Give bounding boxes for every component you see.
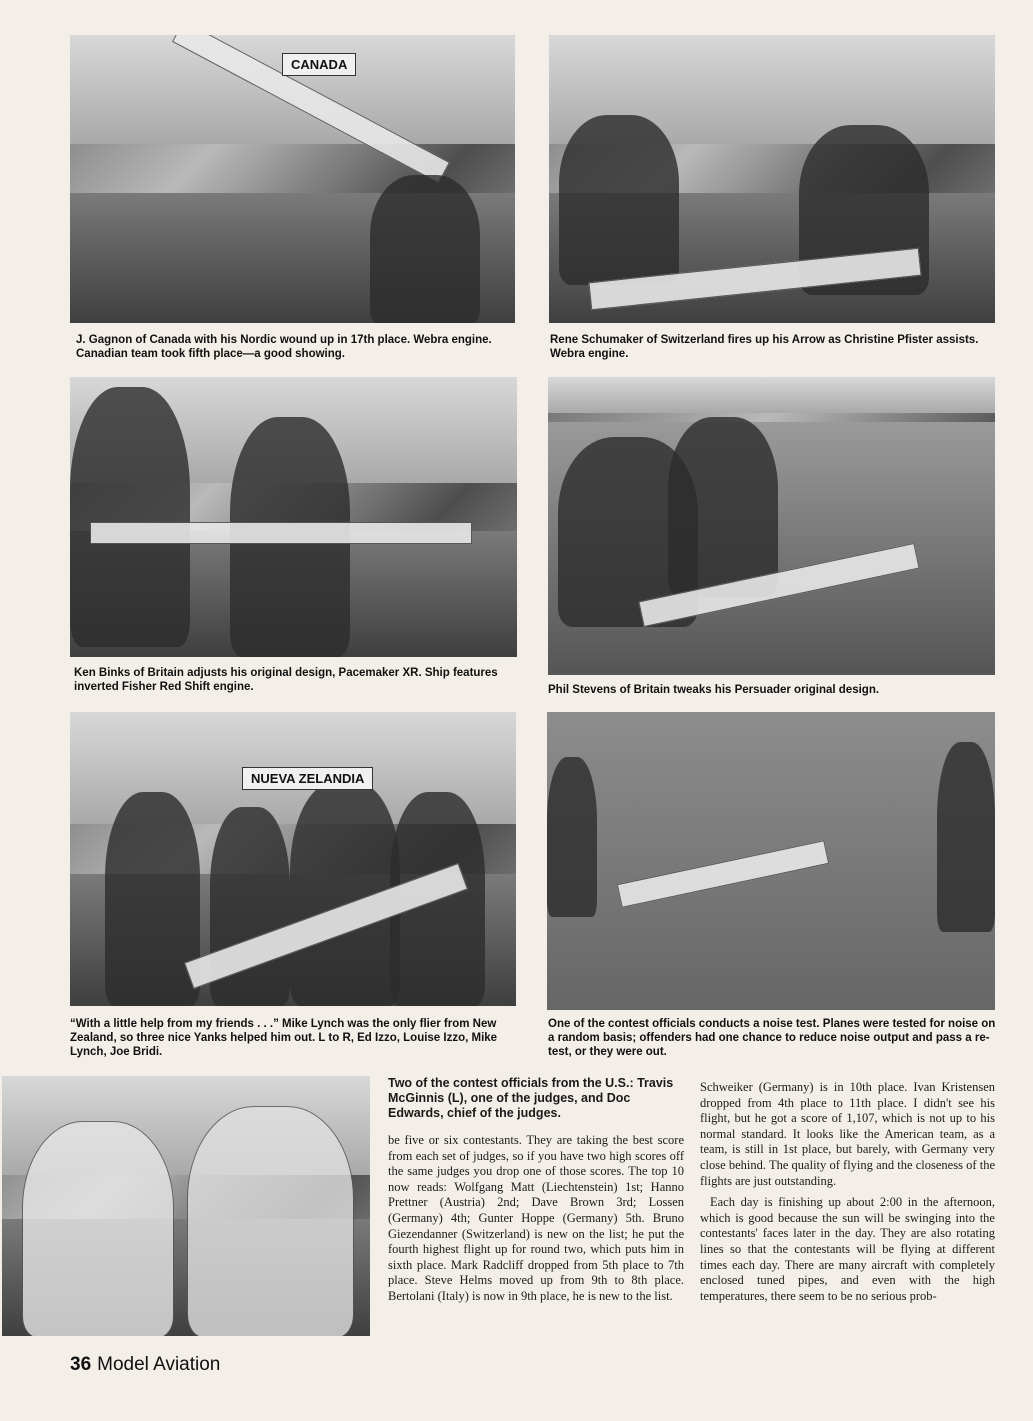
photo-contest-officials [2, 1076, 370, 1336]
person-ed-izzo [105, 792, 200, 1006]
assistant-figure [668, 417, 778, 597]
body-column-1 [388, 1133, 684, 1305]
caption-photo-1: J. Gagnon of Canada with his Nordic wound up in 17th place. Webra engine. Canadian team took fifth place—a good showing. [76, 334, 492, 360]
photo-binks-britain [70, 377, 517, 657]
photo-background [548, 377, 995, 413]
photo-gagnon-canada [70, 35, 515, 323]
photo-schumaker-switzerland [549, 35, 995, 323]
caption-photo-5: “With a little help from my friends . . .” Mike Lynch was the only flier from New Zealand, so three nice Yanks helped him out. L to R, Ed Izzo, Louise Izzo, Mike Lynch, Joe Bridi. [70, 1018, 498, 1058]
caption-photo-7: Two of the contest officials from the U.S.: Travis McGinnis (L), one of the judges, and Doc Edwards, chief of the judges. [388, 1076, 674, 1120]
paragraph: be five or six contestants. They are taking the best score from each set of judges, so if you have two high scores off the same judges you drop one of those scores. The top 10 now reads: Wolfgang Matt (Liechtenstein) 1st; Hanno Prettner (Austria) 2nd; Dave Brown 3rd; Lossen (Germany) 4th; Gunter Hoppe (Germany) 5th. Bruno Giezendanner (Switzerland) is new on the list; he put the fourth highest flight up for round two, which puts him in sixth place. Mark Radcliff dropped from 5th place to 7th place. Steve Helms moved up from 9th to 8th place. Bertolani (Italy) is now in 9th place, he is new to the list. [388, 1133, 684, 1303]
caption-photo-2: Rene Schumaker of Switzerland fires up his Arrow as Christine Pfister assists. Webra engine. [550, 334, 979, 360]
caption-photo-4: Phil Stevens of Britain tweaks his Persuader original design. [548, 684, 880, 696]
pilot-figure [559, 115, 679, 285]
page-folio [70, 1354, 220, 1376]
person-travis-mcginnis [22, 1121, 174, 1336]
canada-sign: CANADA [282, 53, 356, 76]
pilot-figure [70, 387, 190, 647]
caption-photo-3: Ken Binks of Britain adjusts his original design, Pacemaker XR. Ship features inverted Fisher Red Shift engine. [74, 667, 498, 693]
photo-noise-test [547, 712, 995, 1010]
pilot-figure [937, 742, 995, 932]
model-plane [90, 522, 472, 544]
pilot-figure [370, 175, 480, 323]
page-number: 36 [70, 1354, 92, 1375]
photo-new-zealand-team [70, 712, 516, 1006]
magazine-name: Model Aviation [97, 1354, 221, 1375]
paragraph: Each day is finishing up about 2:00 in the afternoon, which is good because the sun will be swinging into the contestants' faces later in the day. They are also rotating lines so that the contestants will be flying at different times each day. There are many aircraft with completely enclosed tuned pipes, and even with the high temperatures, there seem to be no serious prob- [700, 1195, 995, 1303]
photo-stevens-britain [548, 377, 995, 675]
paragraph: Schweiker (Germany) is in 10th place. Ivan Kristensen dropped from 4th place to 11th place. I didn't see his flight, but he got a score of 1,107, which is not up to his normal standard. It looks like the American team, as a team, is still in 1st place, but barely, with Germany very close behind. The quality of flying and the closeness of the flights are just outstanding. [700, 1080, 995, 1188]
caption-photo-6: One of the contest officials conducts a noise test. Planes were tested for noise on a random basis; offenders had one chance to reduce noise output and pass a re-test, or they were out. [548, 1018, 996, 1058]
nueva-zelandia-sign: NUEVA ZELANDIA [242, 767, 373, 790]
official-figure [547, 757, 597, 917]
person-doc-edwards [187, 1106, 354, 1336]
body-column-2 [700, 1080, 995, 1304]
